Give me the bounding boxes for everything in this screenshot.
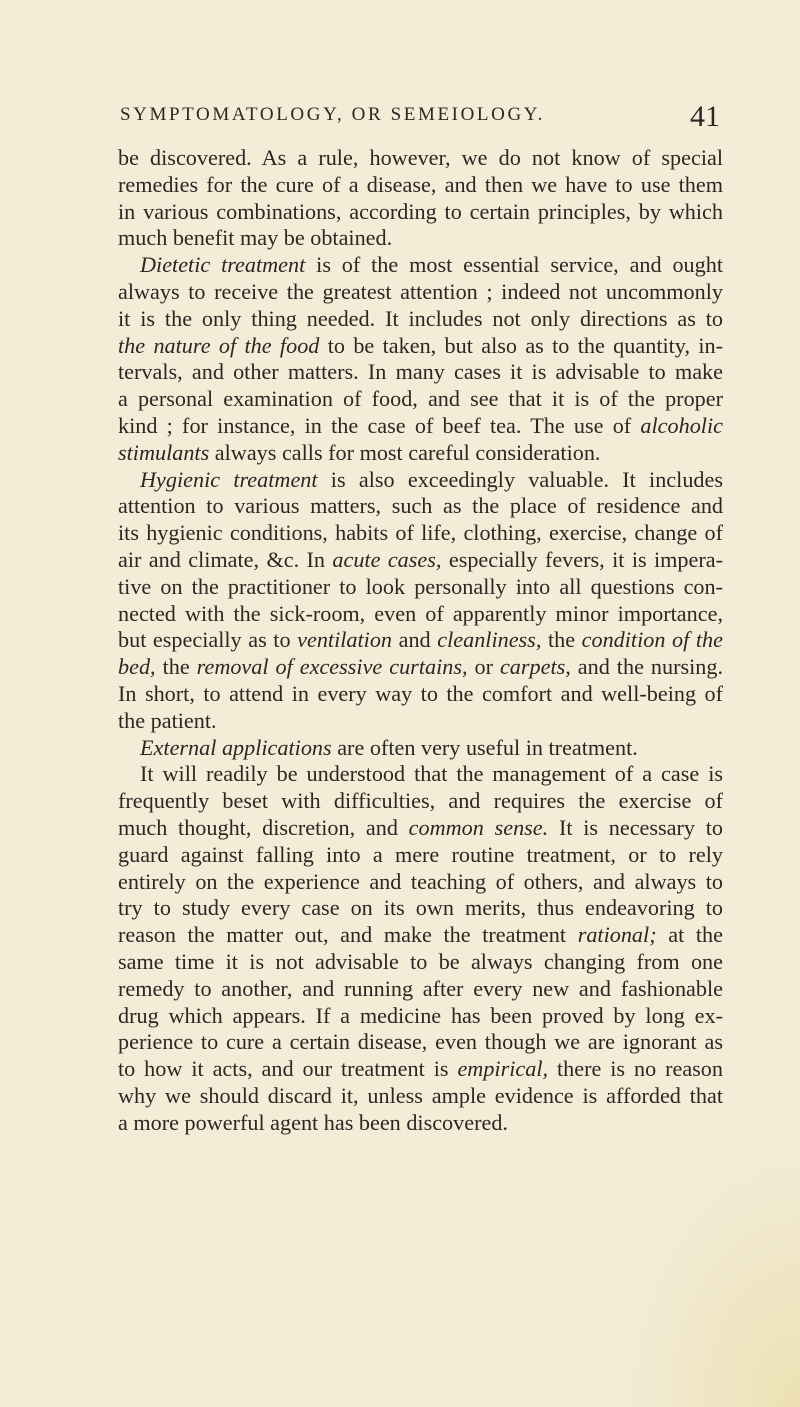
text-line: frequently beset with difficulties, and requires the exercise of xyxy=(118,788,723,814)
text-line: tive on the practitioner to look personally into all questions con- xyxy=(118,573,723,599)
text-line: drug which appears. If a medicine has been proved by long ex- xyxy=(118,1002,723,1028)
text-line: try to study every case on its own merits, thus endeavoring to xyxy=(118,895,723,921)
text-line: a more powerful agent has been discovered. xyxy=(118,1109,508,1135)
text-line: Hygienic treatment is also exceedingly valuable. It includes xyxy=(140,466,723,492)
text-line: guard against falling into a mere routine treatment, or to rely xyxy=(118,841,723,867)
text-line: kind ; for instance, in the case of beef tea. The use of alcoholic xyxy=(118,412,723,438)
text-line: reason the matter out, and make the treatment rational; at the xyxy=(118,922,723,948)
text-line: bed, the removal of excessive curtains, or carpets, and the nursing. xyxy=(118,654,723,680)
page-number: 41 xyxy=(690,100,720,133)
text-line: the nature of the food to be taken, but also as to the quantity, in- xyxy=(118,332,723,358)
body-text xyxy=(118,145,723,1136)
text-line: in various combinations, according to certain principles, by which xyxy=(118,198,723,224)
page-header xyxy=(120,100,720,134)
text-line: the patient. xyxy=(118,707,217,733)
text-line: In short, to attend in every way to the comfort and well-being of xyxy=(118,680,723,706)
text-line: to how it acts, and our treatment is empirical, there is no reason xyxy=(118,1056,723,1082)
paper-stain xyxy=(620,1147,800,1407)
text-line: be discovered. As a rule, however, we do not know of special xyxy=(118,145,723,170)
text-line: Dietetic treatment is of the most essential service, and ought xyxy=(140,252,724,278)
text-line: air and climate, &c. In acute cases, especially fevers, it is impera- xyxy=(118,546,723,572)
text-line: nected with the sick-room, even of apparently minor importance, xyxy=(118,600,723,626)
text-line: always to receive the greatest attention ; indeed not uncommonly xyxy=(118,278,723,304)
text-line: remedies for the cure of a disease, and then we have to use them xyxy=(118,171,723,197)
text-line: a personal examination of food, and see that it is of the proper xyxy=(118,386,723,412)
text-line: why we should discard it, unless ample evidence is afforded that xyxy=(118,1082,723,1108)
running-head: SYMPTOMATOLOGY, OR SEMEIOLOGY. xyxy=(120,104,545,125)
text-line: same time it is not advisable to be always changing from one xyxy=(118,948,723,974)
text-line: stimulants always calls for most careful consideration. xyxy=(118,439,601,465)
text-line: it is the only thing needed. It includes not only directions as to xyxy=(118,305,723,331)
text-line: perience to cure a certain disease, even though we are ignorant as xyxy=(118,1029,723,1055)
text-line: entirely on the experience and teaching of others, and always to xyxy=(118,868,723,894)
text-line: It will readily be understood that the management of a case is xyxy=(140,761,723,787)
text-line: External applications are often very useful in treatment. xyxy=(140,734,638,760)
text-line: its hygienic conditions, habits of life, clothing, exercise, change of xyxy=(118,520,723,546)
text-line: much benefit may be obtained. xyxy=(118,225,393,251)
text-line: much thought, discretion, and common sense. It is necessary to xyxy=(118,814,724,840)
text-line: remedy to another, and running after every new and fashionable xyxy=(118,975,723,1001)
text-line: but especially as to ventilation and cleanliness, the condition of the xyxy=(118,627,723,653)
text-line: attention to various matters, such as the place of residence and xyxy=(118,493,723,519)
text-line: tervals, and other matters. In many cases it is advisable to make xyxy=(118,359,723,385)
